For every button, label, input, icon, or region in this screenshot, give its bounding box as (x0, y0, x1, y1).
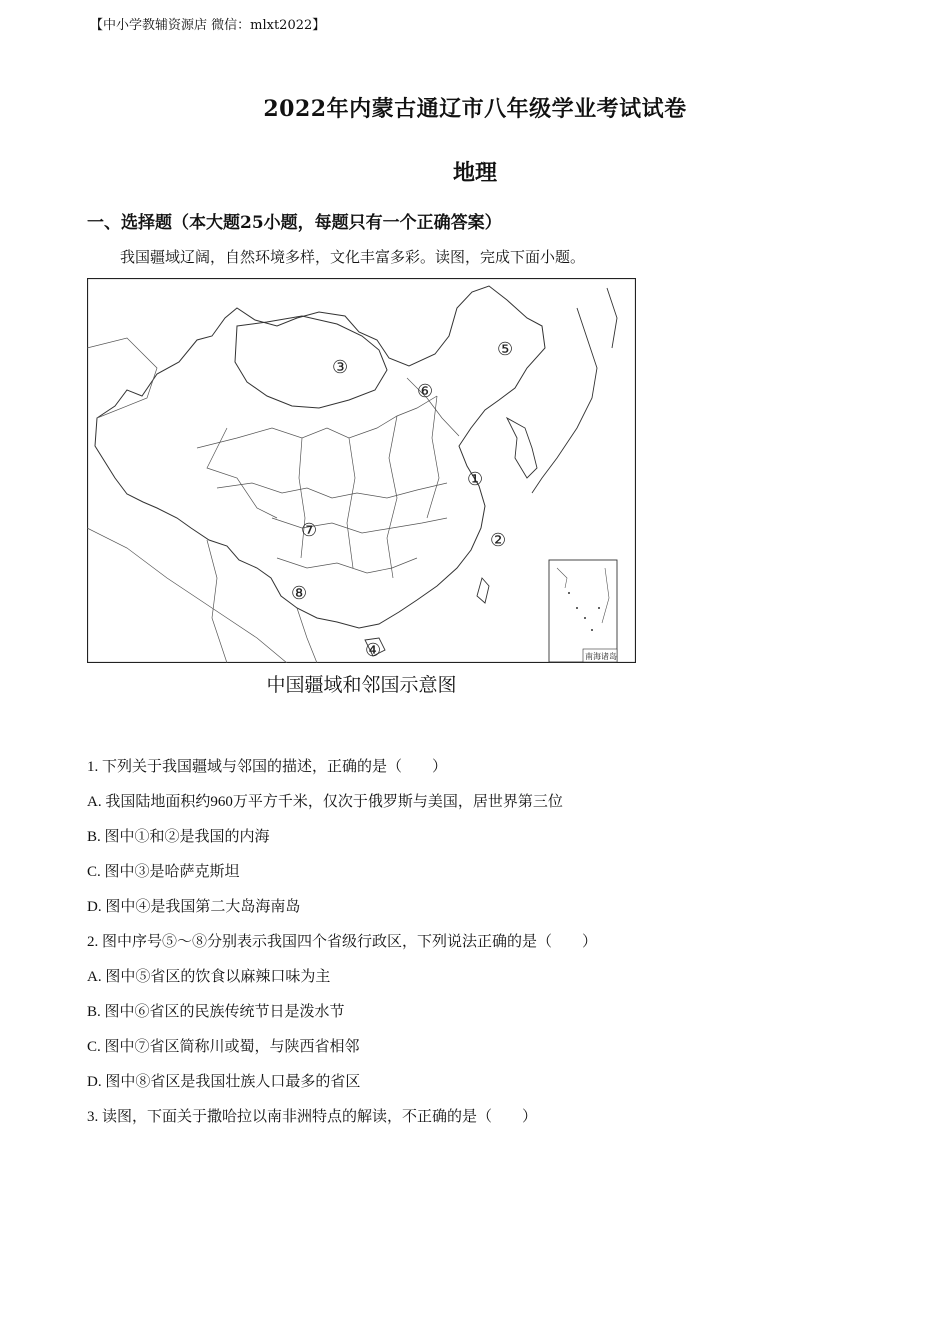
question-1-option-c: C. 图中③是哈萨克斯坦 (87, 864, 240, 880)
question-2-option-d: D. 图中⑧省区是我国壮族人口最多的省区 (87, 1074, 361, 1090)
question-1-option-b: B. 图中①和②是我国的内海 (87, 829, 270, 845)
marker-2: ② (490, 530, 507, 551)
header-note: 【中小学教辅资源店 微信：mlxt2022】 (90, 18, 326, 33)
china-map (87, 278, 636, 663)
marker-1: ① (467, 469, 484, 490)
exam-title: 2022年内蒙古通辽市八年级学业考试试卷 (263, 96, 687, 122)
subject-title: 地理 (452, 160, 497, 186)
question-2-option-c: C. 图中⑦省区简称川或蜀，与陕西省相邻 (87, 1039, 360, 1055)
question-1-stem: 1. 下列关于我国疆域与邻国的描述，正确的是（ ） (87, 759, 448, 775)
question-2-option-b: B. 图中⑥省区的民族传统节日是泼水节 (87, 1004, 345, 1020)
south-china-sea-inset (549, 560, 617, 662)
marker-5: ⑤ (497, 339, 514, 360)
question-2-stem: 2. 图中序号⑤～⑧分别表示我国四个省级行政区，下列说法正确的是（ ） (87, 934, 598, 950)
marker-7: ⑦ (301, 520, 318, 541)
marker-3: ③ (332, 357, 349, 378)
inset-label: 南海诸岛 (585, 652, 617, 661)
question-2-option-a: A. 图中⑤省区的饮食以麻辣口味为主 (87, 969, 331, 985)
marker-6: ⑥ (417, 381, 434, 402)
question-1-option-a: A. 我国陆地面积约960万平方千米，仅次于俄罗斯与美国，居世界第三位 (87, 794, 563, 810)
marker-4: ④ (365, 640, 382, 661)
china-map-figure (87, 278, 636, 663)
question-1-option-d: D. 图中④是我国第二大岛海南岛 (87, 899, 301, 915)
section-heading: 一、选择题（本大题25小题，每题只有一个正确答案） (87, 213, 502, 233)
intro-text: 我国疆域辽阔，自然环境多样，文化丰富多彩。读图，完成下面小题。 (120, 248, 586, 266)
map-caption: 中国疆域和邻国示意图 (266, 675, 457, 696)
marker-8: ⑧ (291, 583, 308, 604)
question-3-stem: 3. 读图，下面关于撒哈拉以南非洲特点的解读，不正确的是（ ） (87, 1109, 538, 1125)
